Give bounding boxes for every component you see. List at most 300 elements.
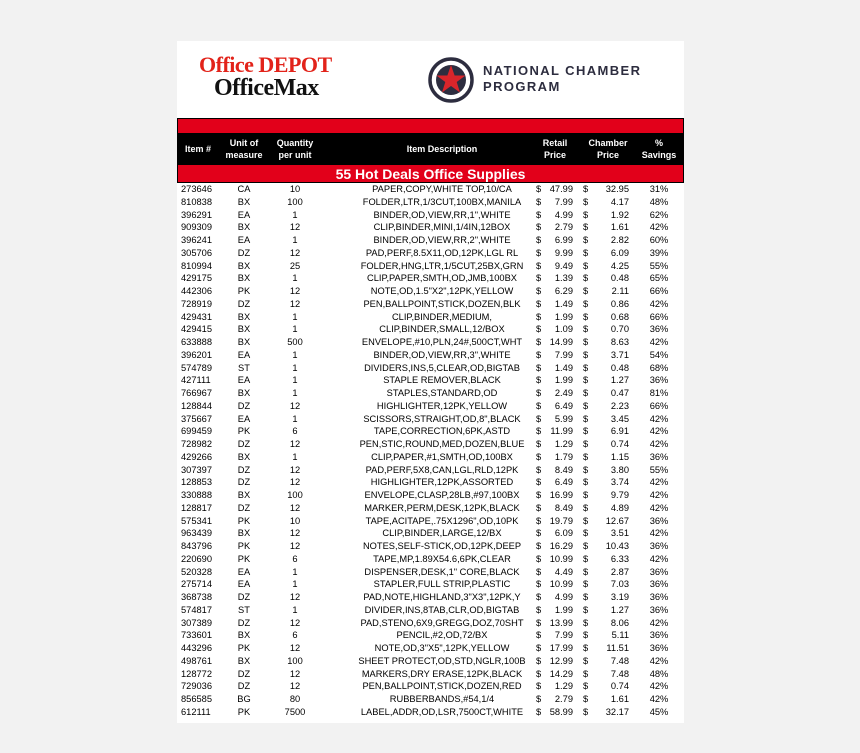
quantity: 12 [289, 464, 301, 475]
chamber-price: 12.67 [605, 515, 629, 526]
item-description: STAPLE REMOVER,BLACK [383, 375, 501, 386]
item-description: DIVIDER,INS,8TAB,CLR,OD,BIGTAB [364, 604, 520, 615]
savings-percent: 66% [649, 311, 669, 322]
chamber-currency: $ [583, 426, 589, 437]
savings-percent: 65% [649, 273, 669, 284]
savings-percent: 36% [649, 566, 669, 577]
item-description: HIGHLIGHTER,12PK,YELLOW [376, 400, 508, 411]
item-number: 220690 [181, 553, 213, 564]
retail-price: 1.39 [554, 273, 573, 284]
item-description: NOTES,SELF-STICK,OD,12PK,DEEP [362, 541, 522, 551]
retail-currency: $ [536, 184, 542, 194]
unit-of-measure: DZ [237, 298, 251, 309]
quantity: 1 [292, 235, 298, 245]
unit-of-measure: EA [237, 566, 251, 577]
chamber-price: 5.11 [611, 630, 629, 641]
retail-price: 4.99 [554, 209, 573, 220]
quantity: 10 [289, 184, 301, 194]
table-row [177, 336, 684, 349]
quantity: 12 [289, 439, 301, 449]
program-title-line-1: NATIONAL CHAMBER [483, 63, 642, 78]
table-row [177, 591, 684, 604]
chamber-price: 1.61 [610, 222, 629, 233]
chamber-currency: $ [583, 643, 589, 653]
chamber-price: 0.74 [610, 681, 629, 692]
chamber-currency: $ [583, 196, 589, 207]
unit-of-measure: BX [237, 451, 251, 462]
chamber-currency: $ [583, 541, 589, 551]
retail-price: 16.29 [549, 541, 573, 551]
item-number: 429175 [181, 273, 213, 284]
chamber-price: 8.06 [610, 617, 629, 628]
retail-currency: $ [536, 298, 542, 309]
retail-currency: $ [536, 681, 542, 692]
chamber-price: 3.71 [610, 349, 629, 360]
chamber-currency: $ [583, 324, 589, 335]
table-row [177, 260, 684, 273]
unit-of-measure: PK [237, 515, 251, 526]
chamber-currency: $ [583, 668, 589, 679]
item-number: 856585 [181, 694, 213, 704]
chamber-price: 32.95 [605, 184, 629, 194]
item-number: 909309 [181, 222, 213, 233]
retail-currency: $ [536, 337, 542, 347]
table-row [177, 272, 684, 285]
item-number: 429266 [181, 451, 213, 462]
table-row [177, 464, 684, 477]
retail-currency: $ [536, 375, 542, 386]
unit-of-measure: ST [238, 604, 250, 615]
table-body [177, 183, 684, 719]
chamber-price: 2.82 [610, 235, 629, 245]
quantity: 1 [292, 324, 298, 335]
item-number: 442306 [181, 286, 213, 296]
retail-price: 7.99 [554, 630, 573, 641]
chamber-price: 3.80 [610, 464, 629, 475]
table-row [177, 438, 684, 451]
header-description: Item Description [406, 143, 478, 154]
chamber-price: 4.25 [610, 260, 629, 271]
item-description: STAPLES,STANDARD,OD [386, 388, 498, 398]
quantity: 1 [292, 311, 298, 322]
table-row [177, 680, 684, 693]
quantity: 6 [292, 553, 298, 564]
savings-percent: 42% [649, 413, 669, 424]
retail-price: 10.99 [549, 553, 573, 564]
savings-percent: 42% [649, 694, 669, 704]
officemax-logo: OfficeMax [214, 75, 319, 101]
chamber-currency: $ [583, 439, 589, 449]
item-description: LABEL,ADDR,OD,LSR,7500CT,WHITE [360, 706, 524, 717]
retail-currency: $ [536, 273, 542, 284]
chamber-currency: $ [583, 222, 589, 233]
savings-percent: 36% [649, 324, 669, 335]
table-row [177, 349, 684, 362]
table-row [177, 285, 684, 298]
chamber-currency: $ [583, 388, 589, 398]
item-description: CLIP,BINDER,LARGE,12/BX [382, 528, 502, 539]
savings-percent: 42% [649, 337, 669, 347]
item-description: HIGHLIGHTER,12PK,ASSORTED [370, 477, 514, 488]
table-row [177, 234, 684, 247]
unit-of-measure: BX [237, 388, 251, 398]
chamber-price: 1.15 [610, 451, 629, 462]
savings-percent: 42% [649, 681, 669, 692]
quantity: 6 [292, 426, 298, 437]
retail-currency: $ [536, 592, 542, 602]
retail-price: 1.09 [554, 324, 573, 335]
item-description: ENVELOPE,#10,PLN,24#,500CT,WHT [361, 337, 523, 347]
unit-of-measure: DZ [237, 477, 251, 488]
quantity: 12 [289, 477, 301, 488]
retail-price: 12.99 [549, 655, 573, 666]
retail-price: 14.99 [549, 337, 573, 347]
chamber-price: 3.74 [610, 477, 629, 488]
item-description: PAD,PERF,5X8,CAN,LGL,RLD,12PK [365, 464, 519, 475]
chamber-price: 0.74 [610, 439, 629, 449]
retail-price: 17.99 [549, 643, 573, 653]
retail-currency: $ [536, 426, 542, 437]
item-description: NOTE,OD,1.5"X2",12PK,YELLOW [370, 286, 514, 296]
chamber-currency: $ [583, 184, 589, 194]
item-description: PAPER,COPY,WHITE TOP,10/CA [372, 184, 512, 194]
table-header [177, 133, 684, 164]
quantity: 25 [289, 260, 301, 271]
item-number: 396201 [181, 349, 213, 360]
savings-percent: 55% [649, 260, 669, 271]
price-sheet [177, 41, 684, 723]
item-number: 843796 [181, 541, 213, 551]
retail-currency: $ [536, 362, 542, 373]
unit-of-measure: DZ [237, 592, 251, 602]
savings-percent: 42% [649, 439, 669, 449]
retail-currency: $ [536, 502, 542, 513]
item-number: 766967 [181, 388, 213, 398]
retail-currency: $ [536, 222, 542, 233]
retail-price: 1.99 [554, 375, 573, 386]
quantity: 12 [289, 681, 301, 692]
item-description: STAPLER,FULL STRIP,PLASTIC [373, 579, 511, 590]
header-item: Item # [184, 143, 211, 154]
chamber-currency: $ [583, 706, 589, 717]
retail-currency: $ [536, 349, 542, 360]
item-number: 128844 [181, 400, 213, 411]
chamber-currency: $ [583, 273, 589, 284]
retail-price: 5.99 [554, 413, 573, 424]
retail-currency: $ [536, 566, 542, 577]
chamber-currency: $ [583, 681, 589, 692]
savings-percent: 42% [649, 298, 669, 309]
savings-percent: 36% [649, 375, 669, 386]
quantity: 12 [289, 298, 301, 309]
savings-percent: 54% [649, 349, 669, 360]
retail-price: 1.99 [554, 311, 573, 322]
unit-of-measure: EA [237, 349, 251, 360]
retail-currency: $ [536, 413, 542, 424]
quantity: 12 [289, 502, 301, 513]
chamber-currency: $ [583, 604, 589, 615]
retail-price: 6.09 [554, 528, 573, 539]
unit-of-measure: ST [238, 362, 250, 373]
savings-percent: 42% [649, 477, 669, 488]
item-description: PENCIL,#2,OD,72/BX [396, 630, 488, 641]
item-description: CLIP,PAPER,#1,SMTH,OD,100BX [371, 451, 513, 462]
item-number: 520328 [181, 566, 213, 577]
quantity: 1 [292, 209, 298, 220]
unit-of-measure: BX [237, 311, 251, 322]
chamber-price: 3.45 [610, 413, 629, 424]
quantity: 500 [287, 337, 303, 347]
table-row [177, 527, 684, 540]
item-number: 427111 [181, 375, 211, 386]
chamber-currency: $ [583, 413, 589, 424]
unit-of-measure: DZ [237, 617, 251, 628]
item-description: PEN,BALLPOINT,STICK,DOZEN,RED [362, 681, 522, 692]
retail-price: 6.49 [554, 477, 573, 488]
unit-of-measure: CA [237, 184, 251, 194]
unit-of-measure: PK [237, 541, 251, 551]
table-row [177, 387, 684, 400]
quantity: 1 [292, 388, 298, 398]
item-description: CLIP,BINDER,MEDIUM, [391, 311, 493, 322]
retail-price: 16.99 [549, 490, 573, 500]
chamber-currency: $ [583, 655, 589, 666]
chamber-price: 2.87 [610, 566, 629, 577]
retail-price: 9.99 [554, 247, 573, 258]
office-depot-logo: Office DEPOT [199, 52, 332, 77]
table-row [177, 425, 684, 438]
unit-of-measure: DZ [237, 464, 251, 475]
chamber-price: 6.33 [610, 553, 629, 564]
chamber-currency: $ [583, 349, 589, 360]
savings-percent: 66% [649, 400, 669, 411]
item-description: BINDER,OD,VIEW,RR,1",WHITE [373, 209, 511, 220]
item-description: NOTE,OD,3"X5",12PK,YELLOW [374, 643, 510, 653]
table-row [177, 451, 684, 464]
quantity: 100 [287, 196, 303, 207]
unit-of-measure: DZ [237, 247, 251, 258]
chamber-currency: $ [583, 592, 589, 602]
chamber-price: 11.51 [606, 643, 629, 653]
quantity: 6 [292, 630, 298, 641]
table-row [177, 578, 684, 591]
retail-currency: $ [536, 311, 542, 322]
table-row [177, 706, 684, 719]
retail-price: 19.79 [549, 515, 573, 526]
retail-price: 1.49 [554, 298, 573, 309]
item-description: PAD,PERF,8.5X11,OD,12PK,LGL RL [365, 247, 519, 258]
savings-percent: 39% [649, 247, 669, 258]
retail-price: 1.79 [554, 451, 573, 462]
quantity: 12 [289, 528, 301, 539]
chamber-currency: $ [583, 579, 589, 590]
table-row [177, 221, 684, 234]
quantity: 1 [292, 349, 298, 360]
table-row [177, 693, 684, 706]
unit-of-measure: BX [237, 324, 251, 335]
table-row [177, 655, 684, 668]
item-number: 810838 [181, 196, 213, 207]
item-description: MARKERS,DRY ERASE,12PK,BLACK [361, 668, 523, 679]
retail-currency: $ [536, 196, 542, 207]
table-row [177, 642, 684, 655]
item-description: DIVIDERS,INS,5,CLEAR,OD,BIGTAB [364, 362, 520, 373]
savings-percent: 48% [649, 668, 669, 679]
savings-percent: 31% [649, 184, 669, 194]
item-number: 128817 [181, 502, 213, 513]
chamber-price: 1.92 [610, 209, 629, 220]
unit-of-measure: EA [237, 209, 251, 220]
item-number: 612111 [181, 706, 211, 717]
table-row [177, 374, 684, 387]
retail-currency: $ [536, 655, 542, 666]
item-number: 810994 [181, 260, 213, 271]
unit-of-measure: EA [237, 413, 251, 424]
table-row [177, 400, 684, 413]
chamber-currency: $ [583, 502, 589, 513]
item-number: 307397 [181, 464, 213, 475]
savings-percent: 42% [649, 490, 669, 500]
retail-currency: $ [536, 439, 542, 449]
table-row [177, 298, 684, 311]
table-row [177, 311, 684, 324]
savings-percent: 66% [649, 286, 669, 296]
chamber-currency: $ [583, 362, 589, 373]
item-description: PEN,STIC,ROUND,MED,DOZEN,BLUE [359, 439, 525, 449]
retail-price: 7.99 [554, 349, 573, 360]
header-chamber-price: Chamber Price [588, 137, 628, 160]
item-number: 574789 [181, 362, 213, 373]
chamber-price: 3.51 [610, 528, 629, 539]
item-description: RUBBERBANDS,#54,1/4 [389, 694, 495, 704]
chamber-currency: $ [583, 286, 589, 296]
table-row [177, 617, 684, 630]
unit-of-measure: BG [237, 694, 251, 704]
program-title-line-2: PROGRAM [483, 79, 561, 94]
retail-price: 8.49 [554, 464, 573, 475]
savings-percent: 55% [649, 464, 669, 475]
unit-of-measure: BX [237, 273, 251, 284]
savings-percent: 42% [649, 426, 669, 437]
item-number: 305706 [181, 247, 213, 258]
unit-of-measure: BX [237, 528, 251, 539]
quantity: 1 [292, 362, 298, 373]
item-number: 275714 [181, 579, 213, 590]
item-description: BINDER,OD,VIEW,RR,2",WHITE [373, 235, 511, 245]
unit-of-measure: BX [237, 655, 251, 666]
table-row [177, 476, 684, 489]
item-description: TAPE,ACITAPE,.75X1296",OD,10PK [365, 515, 519, 526]
item-number: 375667 [181, 413, 213, 424]
unit-of-measure: DZ [237, 439, 251, 449]
chamber-currency: $ [583, 298, 589, 309]
retail-price: 2.79 [554, 694, 573, 704]
logo-area [177, 41, 684, 117]
retail-price: 1.99 [554, 604, 573, 615]
header-unit: Unit of measure [225, 137, 263, 160]
unit-of-measure: DZ [237, 681, 251, 692]
table-row [177, 668, 684, 681]
retail-currency: $ [536, 668, 542, 679]
retail-currency: $ [536, 388, 542, 398]
retail-price: 6.99 [554, 235, 573, 245]
savings-percent: 45% [649, 706, 669, 717]
unit-of-measure: DZ [237, 668, 251, 679]
item-number: 429415 [181, 324, 213, 335]
chamber-price: 0.47 [610, 388, 629, 398]
item-number: 963439 [181, 528, 213, 539]
retail-currency: $ [536, 451, 542, 462]
item-description: FOLDER,HNG,LTR,1/5CUT,25BX,GRN [360, 260, 524, 271]
unit-of-measure: EA [237, 235, 251, 245]
chamber-currency: $ [583, 235, 589, 245]
item-number: 729036 [181, 681, 213, 692]
table-row [177, 502, 684, 515]
item-description: DISPENSER,DESK,1" CORE,BLACK [364, 566, 520, 577]
item-description: FOLDER,LTR,1/3CUT,100BX,MANILA [362, 196, 522, 207]
item-number: 574817 [181, 604, 213, 615]
item-description: PAD,NOTE,HIGHLAND,3"X3",12PK,Y [363, 592, 521, 602]
table-row [177, 515, 684, 528]
chamber-currency: $ [583, 477, 589, 488]
retail-price: 8.49 [554, 502, 573, 513]
item-number: 128772 [181, 668, 213, 679]
table-row [177, 196, 684, 209]
chamber-currency: $ [583, 566, 589, 577]
retail-currency: $ [536, 604, 542, 615]
quantity: 12 [289, 247, 301, 258]
chamber-price: 7.48 [610, 668, 629, 679]
quantity: 1 [292, 604, 298, 615]
item-number: 307389 [181, 617, 213, 628]
retail-price: 6.29 [554, 286, 573, 296]
retail-currency: $ [536, 235, 542, 245]
item-description: CLIP,BINDER,MINI,1/4IN,12BOX [373, 222, 511, 233]
chamber-price: 6.09 [610, 247, 629, 258]
star-emblem-icon [427, 56, 475, 104]
chamber-currency: $ [583, 311, 589, 322]
quantity: 80 [289, 694, 301, 704]
quantity: 1 [292, 451, 298, 462]
chamber-currency: $ [583, 260, 589, 271]
retail-price: 6.49 [554, 400, 573, 411]
quantity: 7500 [284, 706, 306, 717]
item-description: CLIP,PAPER,SMTH,OD,JMB,100BX [366, 273, 517, 284]
item-description: TAPE,MP,1.89X54.6,6PK,CLEAR [373, 553, 511, 564]
chamber-price: 0.48 [610, 362, 629, 373]
header-savings: % Savings [641, 137, 677, 160]
retail-currency: $ [536, 553, 542, 564]
item-number: 396241 [181, 235, 213, 245]
savings-percent: 42% [649, 655, 669, 666]
item-description: SHEET PROTECT,OD,STD,NGLR,100B [358, 655, 526, 666]
savings-percent: 36% [649, 579, 669, 590]
price-table [177, 118, 684, 719]
table-row [177, 413, 684, 426]
chamber-price: 7.03 [610, 579, 629, 590]
retail-price: 1.29 [554, 681, 573, 692]
retail-currency: $ [536, 324, 542, 335]
savings-percent: 36% [649, 515, 669, 526]
chamber-price: 3.19 [610, 592, 629, 602]
item-number: 728982 [181, 439, 213, 449]
retail-price: 7.99 [554, 196, 573, 207]
savings-percent: 36% [649, 630, 669, 641]
retail-currency: $ [536, 490, 542, 500]
retail-currency: $ [536, 643, 542, 653]
quantity: 1 [292, 375, 298, 386]
savings-percent: 36% [649, 541, 669, 551]
